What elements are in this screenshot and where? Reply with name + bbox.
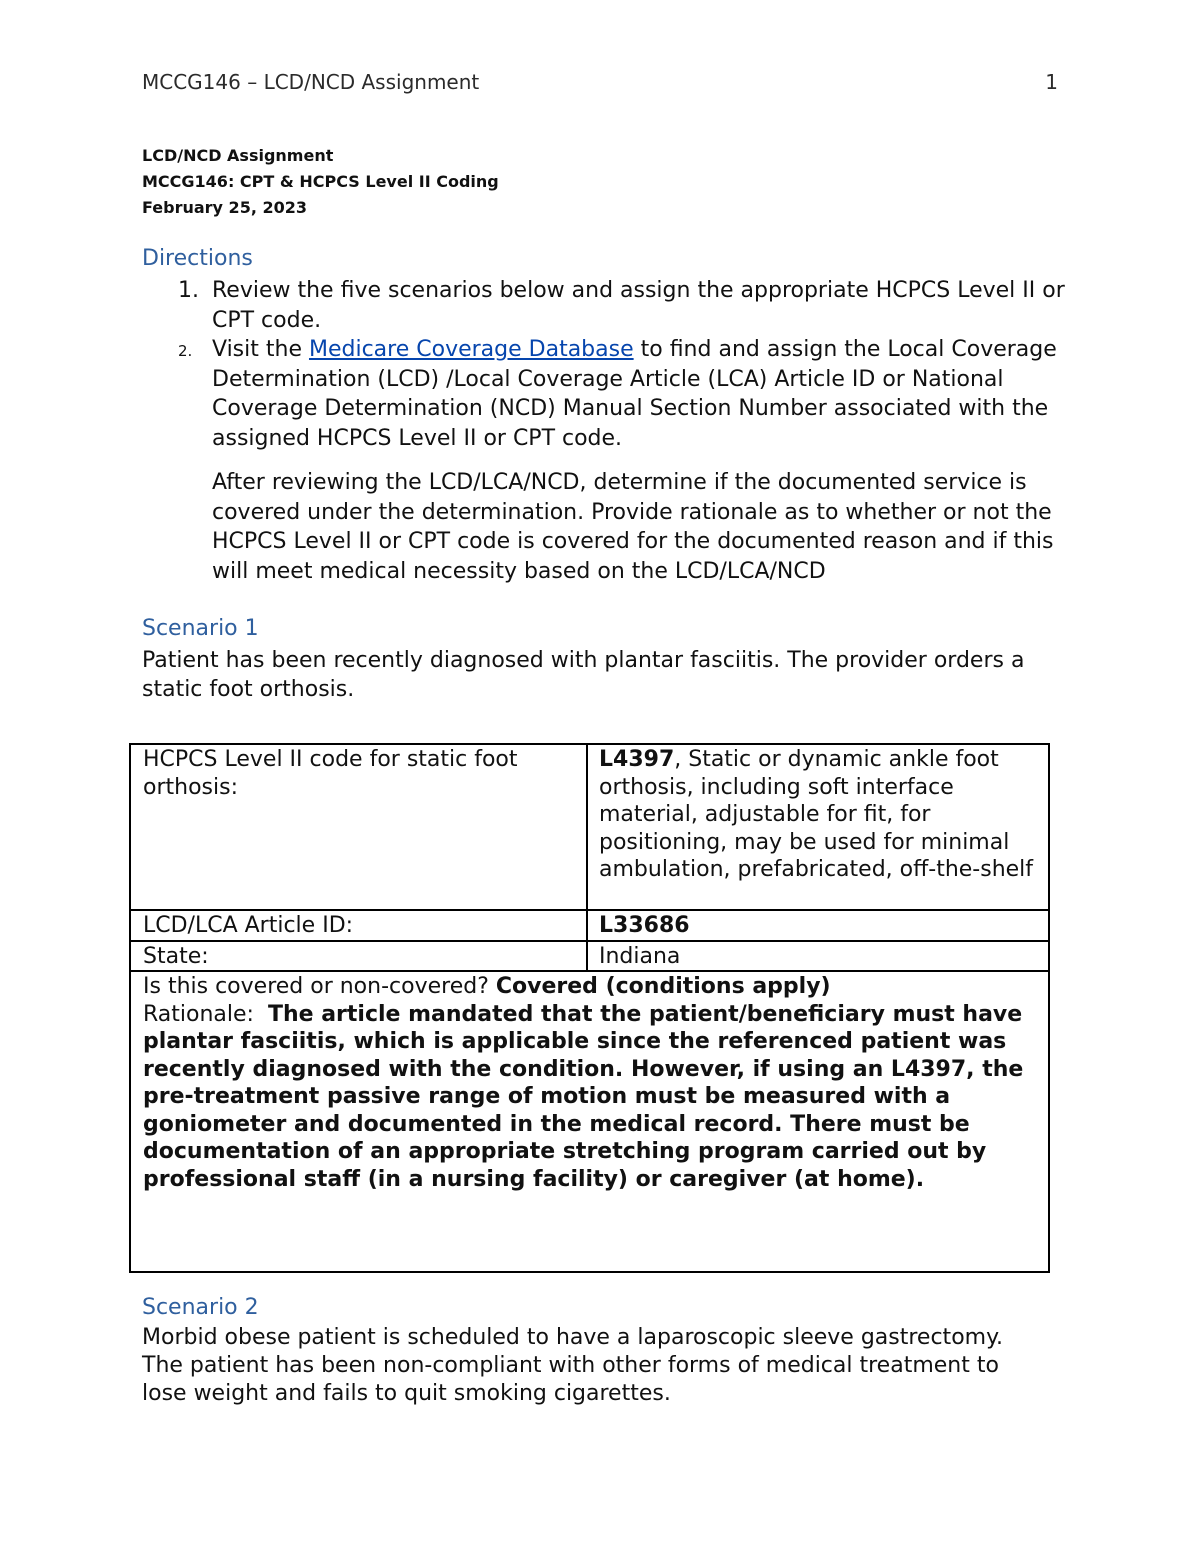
scenario-2-text: Morbid obese patient is scheduled to have a laparoscopic sleeve gastrectomy. The patient has been non-compliant with other forms of medical treatment to lose weight and fails to quit smoking cigarettes.	[142, 1325, 1003, 1406]
rationale-label: Rationale:	[143, 1001, 268, 1027]
scenario-1-heading: Scenario 1	[142, 616, 259, 641]
article-value: L33686	[599, 913, 690, 938]
list-marker: 2.	[178, 342, 193, 360]
article-value-cell	[587, 910, 1049, 941]
table-row-article	[130, 910, 1049, 941]
directions-item-2-prefix: Visit the	[212, 337, 309, 362]
table-row-rationale	[130, 971, 1049, 1272]
article-label-cell: LCD/LCA Article ID:	[130, 910, 587, 941]
page-header	[142, 70, 1058, 100]
covered-answer: Covered (conditions apply)	[495, 974, 831, 999]
directions-heading: Directions	[142, 246, 253, 271]
directions-item-1	[142, 276, 1072, 335]
code-value: L4397	[599, 747, 675, 772]
directions-item-2-suffix: to find and assign the Local Coverage Determination (LCD) /Local Coverage Article (LCA) Article ID or National Coverage Determination (NCD) Manual Section Number associated with the assigned HCPCS Level II or CPT code.	[212, 337, 1057, 451]
document-meta	[142, 143, 499, 221]
table-row-code	[130, 744, 1049, 910]
directions-list	[142, 276, 1072, 586]
header-title: MCCG146 – LCD/NCD Assignment	[142, 70, 480, 94]
meta-date: February 25, 2023	[142, 198, 307, 217]
list-marker: 1.	[178, 278, 199, 303]
meta-assignment-title: LCD/NCD Assignment	[142, 146, 334, 165]
scenario-1-text: Patient has been recently diagnosed with plantar fasciitis. The provider orders a static foot orthosis.	[142, 648, 1025, 702]
meta-course: MCCG146: CPT & HCPCS Level II Coding	[142, 172, 499, 191]
rationale-text: The article mandated that the patient/beneficiary must have plantar fasciitis, which is applicable since the referenced patient was recently diagnosed with the condition. However, if using an L4397, the pre-treatment passive range of motion must be measured with a goniometer and documented in the medical record. There must be documentation of an appropriate stretching program carried out by professional staff (in a nursing facility) or caregiver (at home).	[143, 1001, 1024, 1192]
rationale-cell	[130, 971, 1049, 1272]
covered-question: Is this covered or non-covered?	[143, 974, 496, 999]
scenario-1-table	[129, 743, 1050, 1273]
scenario-2-heading: Scenario 2	[142, 1295, 259, 1320]
directions-after-text: After reviewing the LCD/LCA/NCD, determine if the documented service is covered under the determination. Provide rationale as to whether or not the HCPCS Level II or CPT code is covered for the documented reason and if this will meet medical necessity based on the LCD/LCA/NCD	[212, 470, 1054, 584]
medicare-coverage-database-link[interactable]: Medicare Coverage Database	[308, 337, 634, 362]
table-row-state	[130, 941, 1049, 972]
code-label-cell: HCPCS Level II code for static foot orthosis:	[130, 744, 587, 910]
directions-item-2	[142, 335, 1072, 453]
directions-item-1-text: Review the five scenarios below and assign the appropriate HCPCS Level II or CPT code.	[212, 278, 1065, 333]
state-value-cell: Indiana	[587, 941, 1049, 972]
code-description: , Static or dynamic ankle foot orthosis, including soft interface material, adjustable for fit, for positioning, may be used for minimal ambulation, prefabricated, off-the-shelf	[599, 747, 1034, 882]
state-label-cell: State:	[130, 941, 587, 972]
code-value-cell	[587, 744, 1049, 910]
page-number: 1	[1045, 70, 1058, 94]
